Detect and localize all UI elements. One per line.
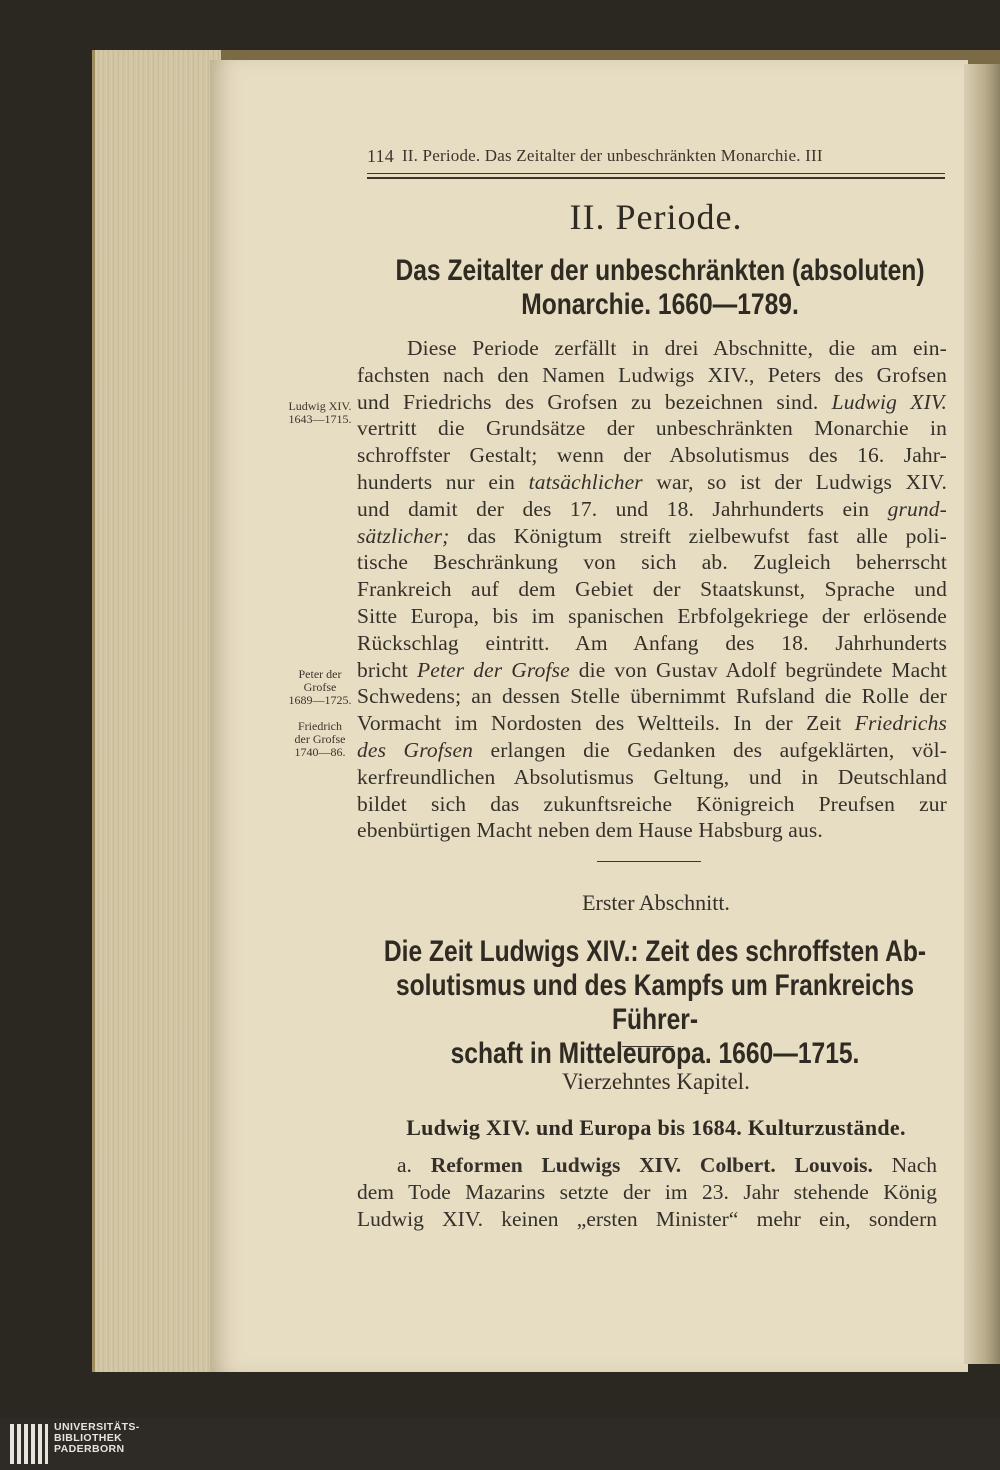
text-line: und Friedrichs des Grofsen zu bezeichnen sind. Ludwig XIV. bbox=[357, 389, 947, 414]
italic-des-grofsen: des Grofsen bbox=[357, 737, 474, 762]
margin-note-ludwig: Ludwig XIV. 1643—1715. bbox=[288, 399, 352, 426]
text-line: Diese Periode zerfällt in drei Abschnitte, die am ein- bbox=[407, 336, 947, 360]
text-line: schroffster Gestalt; wenn der Absolutismus des 16. Jahr- bbox=[357, 443, 947, 468]
italic-ludwig: Ludwig XIV. bbox=[831, 389, 947, 414]
margin-note-peter: Peter der Grofse 1689—1725. bbox=[288, 667, 352, 707]
page-right-edge bbox=[964, 64, 1000, 1364]
footer-bar bbox=[0, 1418, 1000, 1470]
text-line: ebenbürtigen Macht neben dem Hause Habsburg aus. bbox=[357, 818, 823, 843]
text-line: tische Beschränkung von sich ab. Zugleich beherrscht bbox=[357, 550, 947, 575]
section-heading: Erster Abschnitt. bbox=[582, 890, 730, 915]
header-rule bbox=[367, 173, 945, 174]
text-line: sätzlicher; das Königtum streift zielbewufst fast alle poli- bbox=[357, 523, 947, 548]
italic-friedrichs: Friedrichs bbox=[854, 711, 947, 736]
text-line: Ludwig XIV. keinen „ersten Minister“ mehr ein, sondern bbox=[357, 1207, 937, 1231]
page-number: 114 bbox=[367, 146, 394, 166]
period-title bbox=[357, 254, 964, 322]
section-title-line: Die Zeit Ludwigs XIV.: Zeit des schroffsten Ab- bbox=[383, 935, 927, 968]
chapter-title: Ludwig XIV. und Europa bis 1684. Kulturzustände. bbox=[406, 1115, 906, 1140]
section-title-line: solutismus und des Kampfs um Frankreichs Führer- bbox=[395, 969, 915, 1036]
text-line: Vormacht im Nordosten des Weltteils. In der Zeit Friedrichs bbox=[357, 711, 947, 736]
text-line: bricht Peter der Grofse die von Gustav Adolf begründete Macht bbox=[357, 657, 947, 682]
italic-grund: grund- bbox=[887, 496, 947, 521]
page-stack-edge bbox=[92, 50, 221, 1372]
text-line: Sitte Europa, bis im spanischen Erbfolgekriege der erlösende bbox=[357, 603, 947, 628]
text-line: a. Reformen Ludwigs XIV. Colbert. Louvois. Nach bbox=[397, 1153, 937, 1177]
running-title: II. Periode. Das Zeitalter der unbeschränkten Monarchie. III bbox=[401, 146, 823, 165]
library-logo-icon bbox=[10, 1424, 48, 1464]
section-title bbox=[364, 935, 946, 1071]
text-line: bildet sich das zukunftsreiche Königreich Preufsen zur bbox=[357, 791, 947, 816]
margin-note-friedrich: Friedrich der Grofse 1740—86. bbox=[294, 719, 346, 759]
text-line: Frankreich auf dem Gebiet der Staatskunst, Sprache und bbox=[357, 577, 947, 602]
text-line: kerfreundlichen Absolutismus Geltung, und in Deutschland bbox=[357, 764, 947, 789]
chapter-divider bbox=[622, 1046, 674, 1047]
chapter-heading: Vierzehntes Kapitel. bbox=[562, 1069, 750, 1094]
running-header bbox=[367, 146, 945, 172]
text-line: Schwedens; an dessen Stelle übernimmt Rufsland die Rolle der bbox=[357, 684, 947, 709]
subsection-paragraph bbox=[357, 1152, 937, 1233]
text-line: vertritt die Grundsätze der unbeschränkten Monarchie in bbox=[357, 416, 947, 441]
text-line: dem Tode Mazarins setzte der im 23. Jahr stehende König bbox=[357, 1180, 937, 1204]
italic-tatsaechlicher: tatsächlicher bbox=[528, 469, 643, 494]
library-logo-text: UNIVERSITÄTS- BIBLIOTHEK PADERBORN bbox=[54, 1421, 140, 1455]
text-line: Rückschlag eintritt. Am Anfang des 18. Jahrhunderts bbox=[357, 630, 947, 655]
period-title-line: Monarchie. 1660—1789. bbox=[521, 288, 799, 321]
italic-peter: Peter der Grofse bbox=[416, 657, 570, 682]
text-line: hunderts nur ein tatsächlicher war, so ist der Ludwigs XIV. bbox=[357, 469, 947, 494]
header-rule-thick bbox=[367, 177, 945, 179]
subsection-title: Reformen Ludwigs XIV. Colbert. Louvois. bbox=[430, 1153, 873, 1177]
text-line: fachsten nach den Namen Ludwigs XIV., Peters des Grofsen bbox=[357, 362, 947, 387]
section-divider bbox=[597, 861, 701, 862]
text-line: und damit der des 17. und 18. Jahrhunderts ein grund- bbox=[357, 496, 947, 521]
italic-saetzlicher: sätzlicher; bbox=[357, 523, 450, 548]
period-heading: II. Periode. bbox=[569, 197, 743, 237]
text-line: des Grofsen erlangen die Gedanken des aufgeklärten, völ- bbox=[357, 737, 947, 762]
intro-paragraph bbox=[357, 335, 947, 844]
section-title-line: schaft in Mitteleuropa. 1660—1715. bbox=[450, 1037, 860, 1070]
period-title-line: Das Zeitalter der unbeschränkten (absoluten) bbox=[395, 254, 925, 287]
